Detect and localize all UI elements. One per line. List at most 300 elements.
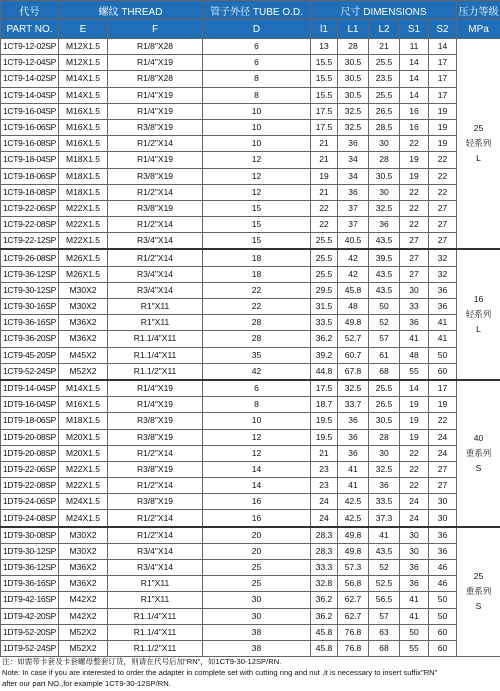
table-cell: 17 bbox=[429, 55, 457, 71]
table-cell: M30X2 bbox=[59, 543, 108, 559]
table-cell: M12X1.5 bbox=[59, 55, 108, 71]
table-cell: 32.5 bbox=[338, 380, 369, 397]
table-cell: 22 bbox=[400, 461, 429, 477]
table-row bbox=[1, 347, 500, 363]
table-row bbox=[1, 429, 500, 445]
table-cell: R3/8"X19 bbox=[108, 461, 203, 477]
table-cell: 19 bbox=[311, 168, 338, 184]
table-cell: 42 bbox=[338, 249, 369, 266]
table-cell: 17 bbox=[429, 87, 457, 103]
table-cell: 25.5 bbox=[311, 249, 338, 266]
table-cell: 55 bbox=[400, 363, 429, 380]
table-cell: 30.5 bbox=[338, 55, 369, 71]
table-cell: 46 bbox=[429, 560, 457, 576]
table-cell: 14 bbox=[203, 461, 311, 477]
table-cell: 17.5 bbox=[311, 119, 338, 135]
part-number-cell: 1CT9-12-02SP bbox=[1, 39, 59, 55]
table-cell: R1/8"X28 bbox=[108, 39, 203, 55]
pressure-rating-line: 重系列 bbox=[465, 586, 492, 597]
pressure-rating-cell bbox=[457, 39, 500, 250]
table-cell: 41 bbox=[400, 331, 429, 347]
table-cell: 11 bbox=[400, 39, 429, 55]
table-cell: M26X1.5 bbox=[59, 249, 108, 266]
table-cell: 21 bbox=[311, 152, 338, 168]
table-cell: 33.5 bbox=[311, 315, 338, 331]
pressure-rating-line: L bbox=[476, 153, 481, 164]
table-cell: 48 bbox=[400, 347, 429, 363]
table-cell: 42 bbox=[338, 266, 369, 282]
table-cell: 30 bbox=[369, 445, 400, 461]
table-cell: 17.5 bbox=[311, 103, 338, 119]
table-cell: 14 bbox=[203, 478, 311, 494]
part-number-cell: 1CT9-26-08SP bbox=[1, 249, 59, 266]
pressure-rating-cell bbox=[457, 527, 500, 657]
table-row bbox=[1, 136, 500, 152]
table-cell: 24 bbox=[400, 510, 429, 527]
table-cell: M14X1.5 bbox=[59, 87, 108, 103]
table-cell: M16X1.5 bbox=[59, 397, 108, 413]
table-cell: 68 bbox=[369, 363, 400, 380]
table-cell: 22 bbox=[429, 168, 457, 184]
table-row bbox=[1, 200, 500, 216]
table-cell: M22X1.5 bbox=[59, 217, 108, 233]
part-number-cell: 1DT9-24-06SP bbox=[1, 494, 59, 510]
table-body bbox=[1, 39, 500, 657]
table-cell: 23.5 bbox=[369, 71, 400, 87]
table-cell: 19 bbox=[400, 413, 429, 429]
part-no-header-en: PART NO. bbox=[1, 20, 59, 39]
table-cell: 22 bbox=[400, 184, 429, 200]
table-cell: 27 bbox=[429, 233, 457, 250]
table-cell: R3/8"X19 bbox=[108, 413, 203, 429]
table-cell: 60 bbox=[429, 624, 457, 640]
table-row bbox=[1, 576, 500, 592]
table-cell: 30 bbox=[203, 592, 311, 608]
table-cell: 43.5 bbox=[369, 543, 400, 559]
part-number-cell: 1CT9-52-24SP bbox=[1, 363, 59, 380]
table-row bbox=[1, 233, 500, 250]
table-cell: 23 bbox=[311, 478, 338, 494]
part-number-cell: 1DT9-20-08SP bbox=[1, 445, 59, 461]
col-L2-header: L2 bbox=[369, 20, 400, 39]
table-cell: 50 bbox=[429, 347, 457, 363]
table-cell: 25.5 bbox=[369, 55, 400, 71]
table-cell: 21 bbox=[311, 184, 338, 200]
pressure-rating-line: 16 bbox=[473, 294, 484, 305]
part-number-cell: 1CT9-14-04SP bbox=[1, 87, 59, 103]
table-cell: 33.5 bbox=[369, 494, 400, 510]
part-number-cell: 1DT9-52-24SP bbox=[1, 640, 59, 656]
col-L1-header: L1 bbox=[338, 20, 369, 39]
table-cell: M42X2 bbox=[59, 592, 108, 608]
table-cell: M45X2 bbox=[59, 347, 108, 363]
table-cell: R1/2"X14 bbox=[108, 510, 203, 527]
table-cell: 25.5 bbox=[369, 87, 400, 103]
table-cell: R3/4"X14 bbox=[108, 560, 203, 576]
table-cell: 50 bbox=[400, 624, 429, 640]
table-cell: 30 bbox=[429, 494, 457, 510]
pressure-rating-line: L bbox=[476, 324, 481, 335]
table-cell: 28.3 bbox=[311, 527, 338, 544]
table-cell: 18 bbox=[203, 249, 311, 266]
part-number-cell: 1CT9-18-04SP bbox=[1, 152, 59, 168]
table-cell: R3/4"X14 bbox=[108, 543, 203, 559]
table-cell: 25.5 bbox=[311, 266, 338, 282]
table-cell: R1"X11 bbox=[108, 592, 203, 608]
table-cell: 14 bbox=[429, 39, 457, 55]
part-number-cell: 1DT9-22-06SP bbox=[1, 461, 59, 477]
part-number-cell: 1CT9-30-16SP bbox=[1, 299, 59, 315]
table-row bbox=[1, 543, 500, 559]
table-cell: R1"X11 bbox=[108, 315, 203, 331]
table-cell: 22 bbox=[400, 445, 429, 461]
table-cell: M52X2 bbox=[59, 640, 108, 656]
table-cell: 10 bbox=[203, 413, 311, 429]
part-number-cell: 1DT9-30-12SP bbox=[1, 543, 59, 559]
table-cell: 61 bbox=[369, 347, 400, 363]
table-cell: 42 bbox=[203, 363, 311, 380]
table-cell: 76.8 bbox=[338, 624, 369, 640]
table-row bbox=[1, 640, 500, 656]
table-cell: 50 bbox=[429, 608, 457, 624]
table-cell: 52 bbox=[369, 560, 400, 576]
table-cell: 31.5 bbox=[311, 299, 338, 315]
table-row bbox=[1, 249, 500, 266]
table-cell: M30X2 bbox=[59, 527, 108, 544]
table-cell: 28 bbox=[203, 315, 311, 331]
part-number-cell: 1CT9-12-04SP bbox=[1, 55, 59, 71]
table-cell: R1/2"X14 bbox=[108, 527, 203, 544]
table-cell: 12 bbox=[203, 184, 311, 200]
part-number-cell: 1DT9-24-08SP bbox=[1, 510, 59, 527]
table-cell: 24 bbox=[311, 510, 338, 527]
table-cell: 20 bbox=[203, 543, 311, 559]
table-row bbox=[1, 152, 500, 168]
table-cell: 37 bbox=[338, 217, 369, 233]
note-english-line-1: Note: In case if you are interested to order the adapter in complete set with cutting ring and nut ,it is necessary to insert suffix"RN" bbox=[2, 668, 438, 677]
table-cell: 30.5 bbox=[338, 71, 369, 87]
col-S1-header: S1 bbox=[400, 20, 429, 39]
table-cell: M42X2 bbox=[59, 608, 108, 624]
table-row bbox=[1, 55, 500, 71]
table-cell: 35 bbox=[203, 347, 311, 363]
table-cell: 19 bbox=[429, 136, 457, 152]
note-chinese: 注：如需带卡套及卡套螺母整套订货，则请在代号后加“RN”，如1CT9-30-12SP/RN. bbox=[2, 657, 282, 666]
table-cell: 36 bbox=[338, 184, 369, 200]
pressure-rating-cell bbox=[457, 380, 500, 527]
table-cell: 14 bbox=[400, 380, 429, 397]
table-cell: 48 bbox=[338, 299, 369, 315]
table-cell: 30 bbox=[400, 543, 429, 559]
table-cell: 68 bbox=[369, 640, 400, 656]
table-cell: 36 bbox=[338, 413, 369, 429]
table-cell: M26X1.5 bbox=[59, 266, 108, 282]
table-cell: M18X1.5 bbox=[59, 184, 108, 200]
pressure-rating-line: 重系列 bbox=[465, 447, 492, 458]
table-cell: 28 bbox=[203, 331, 311, 347]
table-cell: 41 bbox=[400, 592, 429, 608]
table-cell: 6 bbox=[203, 39, 311, 55]
pressure-rating-line: 轻系列 bbox=[465, 309, 492, 320]
table-cell: 60.7 bbox=[338, 347, 369, 363]
table-cell: M36X2 bbox=[59, 560, 108, 576]
table-cell: 15 bbox=[203, 200, 311, 216]
table-cell: 32 bbox=[429, 249, 457, 266]
table-cell: 19 bbox=[400, 152, 429, 168]
table-cell: 22 bbox=[311, 200, 338, 216]
table-cell: 33 bbox=[400, 299, 429, 315]
table-cell: 39.2 bbox=[311, 347, 338, 363]
table-cell: M18X1.5 bbox=[59, 152, 108, 168]
table-cell: 22 bbox=[429, 184, 457, 200]
table-cell: M20X1.5 bbox=[59, 429, 108, 445]
table-cell: 41 bbox=[338, 478, 369, 494]
table-cell: 18.7 bbox=[311, 397, 338, 413]
table-cell: 30 bbox=[369, 184, 400, 200]
table-row bbox=[1, 624, 500, 640]
table-cell: 41 bbox=[369, 527, 400, 544]
table-cell: 10 bbox=[203, 103, 311, 119]
table-cell: 36 bbox=[400, 576, 429, 592]
table-cell: 36 bbox=[400, 315, 429, 331]
table-cell: 36.2 bbox=[311, 331, 338, 347]
table-cell: M36X2 bbox=[59, 576, 108, 592]
table-cell: M18X1.5 bbox=[59, 413, 108, 429]
table-cell: 15 bbox=[203, 217, 311, 233]
thread-header: 螺纹 THREAD bbox=[59, 1, 203, 20]
part-number-cell: 1DT9-16-04SP bbox=[1, 397, 59, 413]
table-cell: 57.3 bbox=[338, 560, 369, 576]
part-number-cell: 1DT9-36-16SP bbox=[1, 576, 59, 592]
table-cell: 33.7 bbox=[338, 397, 369, 413]
table-cell: 55 bbox=[400, 640, 429, 656]
table-cell: 24 bbox=[429, 445, 457, 461]
table-cell: 28.5 bbox=[369, 119, 400, 135]
part-number-cell: 1DT9-52-20SP bbox=[1, 624, 59, 640]
table-cell: 19 bbox=[429, 103, 457, 119]
table-row bbox=[1, 461, 500, 477]
table-cell: 22 bbox=[429, 152, 457, 168]
pressure-rating-cell bbox=[457, 249, 500, 380]
table-cell: 36 bbox=[369, 478, 400, 494]
table-cell: R3/8"X19 bbox=[108, 168, 203, 184]
table-cell: 57 bbox=[369, 331, 400, 347]
table-cell: 6 bbox=[203, 380, 311, 397]
table-cell: 41 bbox=[429, 315, 457, 331]
table-cell: 41 bbox=[400, 608, 429, 624]
table-cell: 26.5 bbox=[369, 103, 400, 119]
table-cell: M30X2 bbox=[59, 299, 108, 315]
table-cell: R1.1/4"X11 bbox=[108, 347, 203, 363]
table-cell: 49.8 bbox=[338, 527, 369, 544]
part-number-cell: 1DT9-14-04SP bbox=[1, 380, 59, 397]
table-cell: 38 bbox=[203, 624, 311, 640]
table-cell: 30 bbox=[203, 608, 311, 624]
table-row bbox=[1, 119, 500, 135]
table-cell: 21 bbox=[369, 39, 400, 55]
part-number-cell: 1DT9-42-16SP bbox=[1, 592, 59, 608]
table-cell: 63 bbox=[369, 624, 400, 640]
table-cell: M16X1.5 bbox=[59, 136, 108, 152]
table-cell: 15.5 bbox=[311, 87, 338, 103]
table-cell: 30.5 bbox=[369, 168, 400, 184]
table-cell: 36 bbox=[429, 527, 457, 544]
table-cell: M24X1.5 bbox=[59, 510, 108, 527]
table-cell: 17.5 bbox=[311, 380, 338, 397]
table-cell: 32.8 bbox=[311, 576, 338, 592]
table-cell: 36 bbox=[338, 429, 369, 445]
part-number-cell: 1CT9-30-12SP bbox=[1, 282, 59, 298]
table-cell: R1.1/2"X11 bbox=[108, 363, 203, 380]
table-row bbox=[1, 331, 500, 347]
table-cell: R1/8"X28 bbox=[108, 71, 203, 87]
table-row bbox=[1, 282, 500, 298]
table-cell: 32.5 bbox=[369, 200, 400, 216]
dimensions-header: 尺寸 DIMENSIONS bbox=[311, 1, 457, 20]
table-row bbox=[1, 608, 500, 624]
table-cell: 10 bbox=[203, 119, 311, 135]
table-row bbox=[1, 39, 500, 55]
table-cell: 60 bbox=[429, 640, 457, 656]
table-cell: 30 bbox=[400, 282, 429, 298]
table-cell: 36 bbox=[338, 445, 369, 461]
table-cell: 8 bbox=[203, 397, 311, 413]
part-number-cell: 1CT9-22-06SP bbox=[1, 200, 59, 216]
table-cell: 22 bbox=[400, 136, 429, 152]
table-cell: M14X1.5 bbox=[59, 380, 108, 397]
table-cell: M24X1.5 bbox=[59, 494, 108, 510]
part-number-cell: 1CT9-22-08SP bbox=[1, 217, 59, 233]
table-cell: 43.5 bbox=[369, 282, 400, 298]
table-cell: R1/4"X19 bbox=[108, 55, 203, 71]
table-row bbox=[1, 266, 500, 282]
table-cell: 19 bbox=[429, 397, 457, 413]
table-cell: R1/2"X14 bbox=[108, 217, 203, 233]
table-cell: M36X2 bbox=[59, 315, 108, 331]
table-cell: 12 bbox=[203, 152, 311, 168]
table-cell: 30.5 bbox=[369, 413, 400, 429]
part-number-cell: 1CT9-14-02SP bbox=[1, 71, 59, 87]
col-f-header: F bbox=[108, 20, 203, 39]
table-cell: 28 bbox=[338, 39, 369, 55]
table-cell: 42.5 bbox=[338, 494, 369, 510]
part-number-cell: 1CT9-16-04SP bbox=[1, 103, 59, 119]
table-cell: 12 bbox=[203, 168, 311, 184]
part-number-cell: 1DT9-22-08SP bbox=[1, 478, 59, 494]
table-row bbox=[1, 299, 500, 315]
table-cell: R3/8"X19 bbox=[108, 200, 203, 216]
table-cell: R1.1/4"X11 bbox=[108, 624, 203, 640]
table-row bbox=[1, 71, 500, 87]
table-cell: 49.8 bbox=[338, 543, 369, 559]
table-cell: 44.8 bbox=[311, 363, 338, 380]
note-english-line-2: after our part NO.,for example 1CT9-30-12SP/RN. bbox=[2, 679, 171, 688]
part-number-cell: 1DT9-30-08SP bbox=[1, 527, 59, 544]
table-cell: 52 bbox=[369, 315, 400, 331]
table-cell: 45.8 bbox=[311, 640, 338, 656]
table-cell: 36 bbox=[429, 543, 457, 559]
table-cell: M16X1.5 bbox=[59, 119, 108, 135]
table-cell: 20 bbox=[203, 527, 311, 544]
table-cell: 26.5 bbox=[369, 397, 400, 413]
table-cell: 36 bbox=[338, 136, 369, 152]
table-cell: 37.3 bbox=[369, 510, 400, 527]
table-cell: 29.5 bbox=[311, 282, 338, 298]
table-cell: 12 bbox=[203, 429, 311, 445]
table-cell: R1.1/4"X11 bbox=[108, 608, 203, 624]
table-cell: 27 bbox=[400, 233, 429, 250]
table-cell: 38 bbox=[203, 640, 311, 656]
table-cell: 67.8 bbox=[338, 363, 369, 380]
pressure-rating-line: 40 bbox=[473, 432, 484, 443]
table-cell: 52.5 bbox=[369, 576, 400, 592]
table-cell: 14 bbox=[400, 71, 429, 87]
table-cell: 25.5 bbox=[369, 380, 400, 397]
table-cell: 27 bbox=[429, 478, 457, 494]
table-row bbox=[1, 494, 500, 510]
table-cell: 37 bbox=[338, 200, 369, 216]
table-cell: R3/8"X19 bbox=[108, 119, 203, 135]
part-number-cell: 1DT9-20-08SP bbox=[1, 429, 59, 445]
table-cell: M22X1.5 bbox=[59, 200, 108, 216]
part-number-cell: 1CT9-18-06SP bbox=[1, 168, 59, 184]
table-cell: 27 bbox=[400, 266, 429, 282]
table-cell: M30X2 bbox=[59, 282, 108, 298]
table-cell: M22X1.5 bbox=[59, 478, 108, 494]
part-number-cell: 1CT9-45-20SP bbox=[1, 347, 59, 363]
table-cell: 6 bbox=[203, 55, 311, 71]
table-cell: 28.3 bbox=[311, 543, 338, 559]
table-cell: R1.1/2"X11 bbox=[108, 640, 203, 656]
table-cell: 23 bbox=[311, 461, 338, 477]
table-cell: 17 bbox=[429, 380, 457, 397]
table-cell: 28 bbox=[369, 152, 400, 168]
part-number-cell: 1DT9-36-12SP bbox=[1, 560, 59, 576]
table-cell: 42.5 bbox=[338, 510, 369, 527]
table-cell: 27 bbox=[429, 461, 457, 477]
part-number-cell: 1CT9-36-16SP bbox=[1, 315, 59, 331]
part-number-cell: 1CT9-16-08SP bbox=[1, 136, 59, 152]
table-cell: 30.5 bbox=[338, 87, 369, 103]
table-cell: 40.5 bbox=[338, 233, 369, 250]
part-number-cell: 1DT9-42-20SP bbox=[1, 608, 59, 624]
table-cell: 32.5 bbox=[338, 119, 369, 135]
table-cell: 25.5 bbox=[311, 233, 338, 250]
table-row bbox=[1, 413, 500, 429]
table-cell: 25 bbox=[203, 560, 311, 576]
table-row bbox=[1, 217, 500, 233]
table-cell: R3/8"X19 bbox=[108, 429, 203, 445]
table-row bbox=[1, 315, 500, 331]
table-cell: 39.5 bbox=[369, 249, 400, 266]
table-cell: R1/2"X14 bbox=[108, 184, 203, 200]
table-cell: 22 bbox=[203, 299, 311, 315]
table-cell: R3/4"X14 bbox=[108, 233, 203, 250]
table-cell: 15.5 bbox=[311, 55, 338, 71]
table-cell: 28 bbox=[369, 429, 400, 445]
table-cell: 16 bbox=[203, 494, 311, 510]
table-cell: 25 bbox=[203, 576, 311, 592]
col-l1-header: l1 bbox=[311, 20, 338, 39]
table-cell: 60 bbox=[429, 363, 457, 380]
table-cell: R1/4"X19 bbox=[108, 103, 203, 119]
table-row bbox=[1, 103, 500, 119]
table-cell: M22X1.5 bbox=[59, 233, 108, 250]
table-row bbox=[1, 168, 500, 184]
col-S2-header: S2 bbox=[429, 20, 457, 39]
table-cell: 17 bbox=[429, 71, 457, 87]
table-cell: 21 bbox=[311, 445, 338, 461]
